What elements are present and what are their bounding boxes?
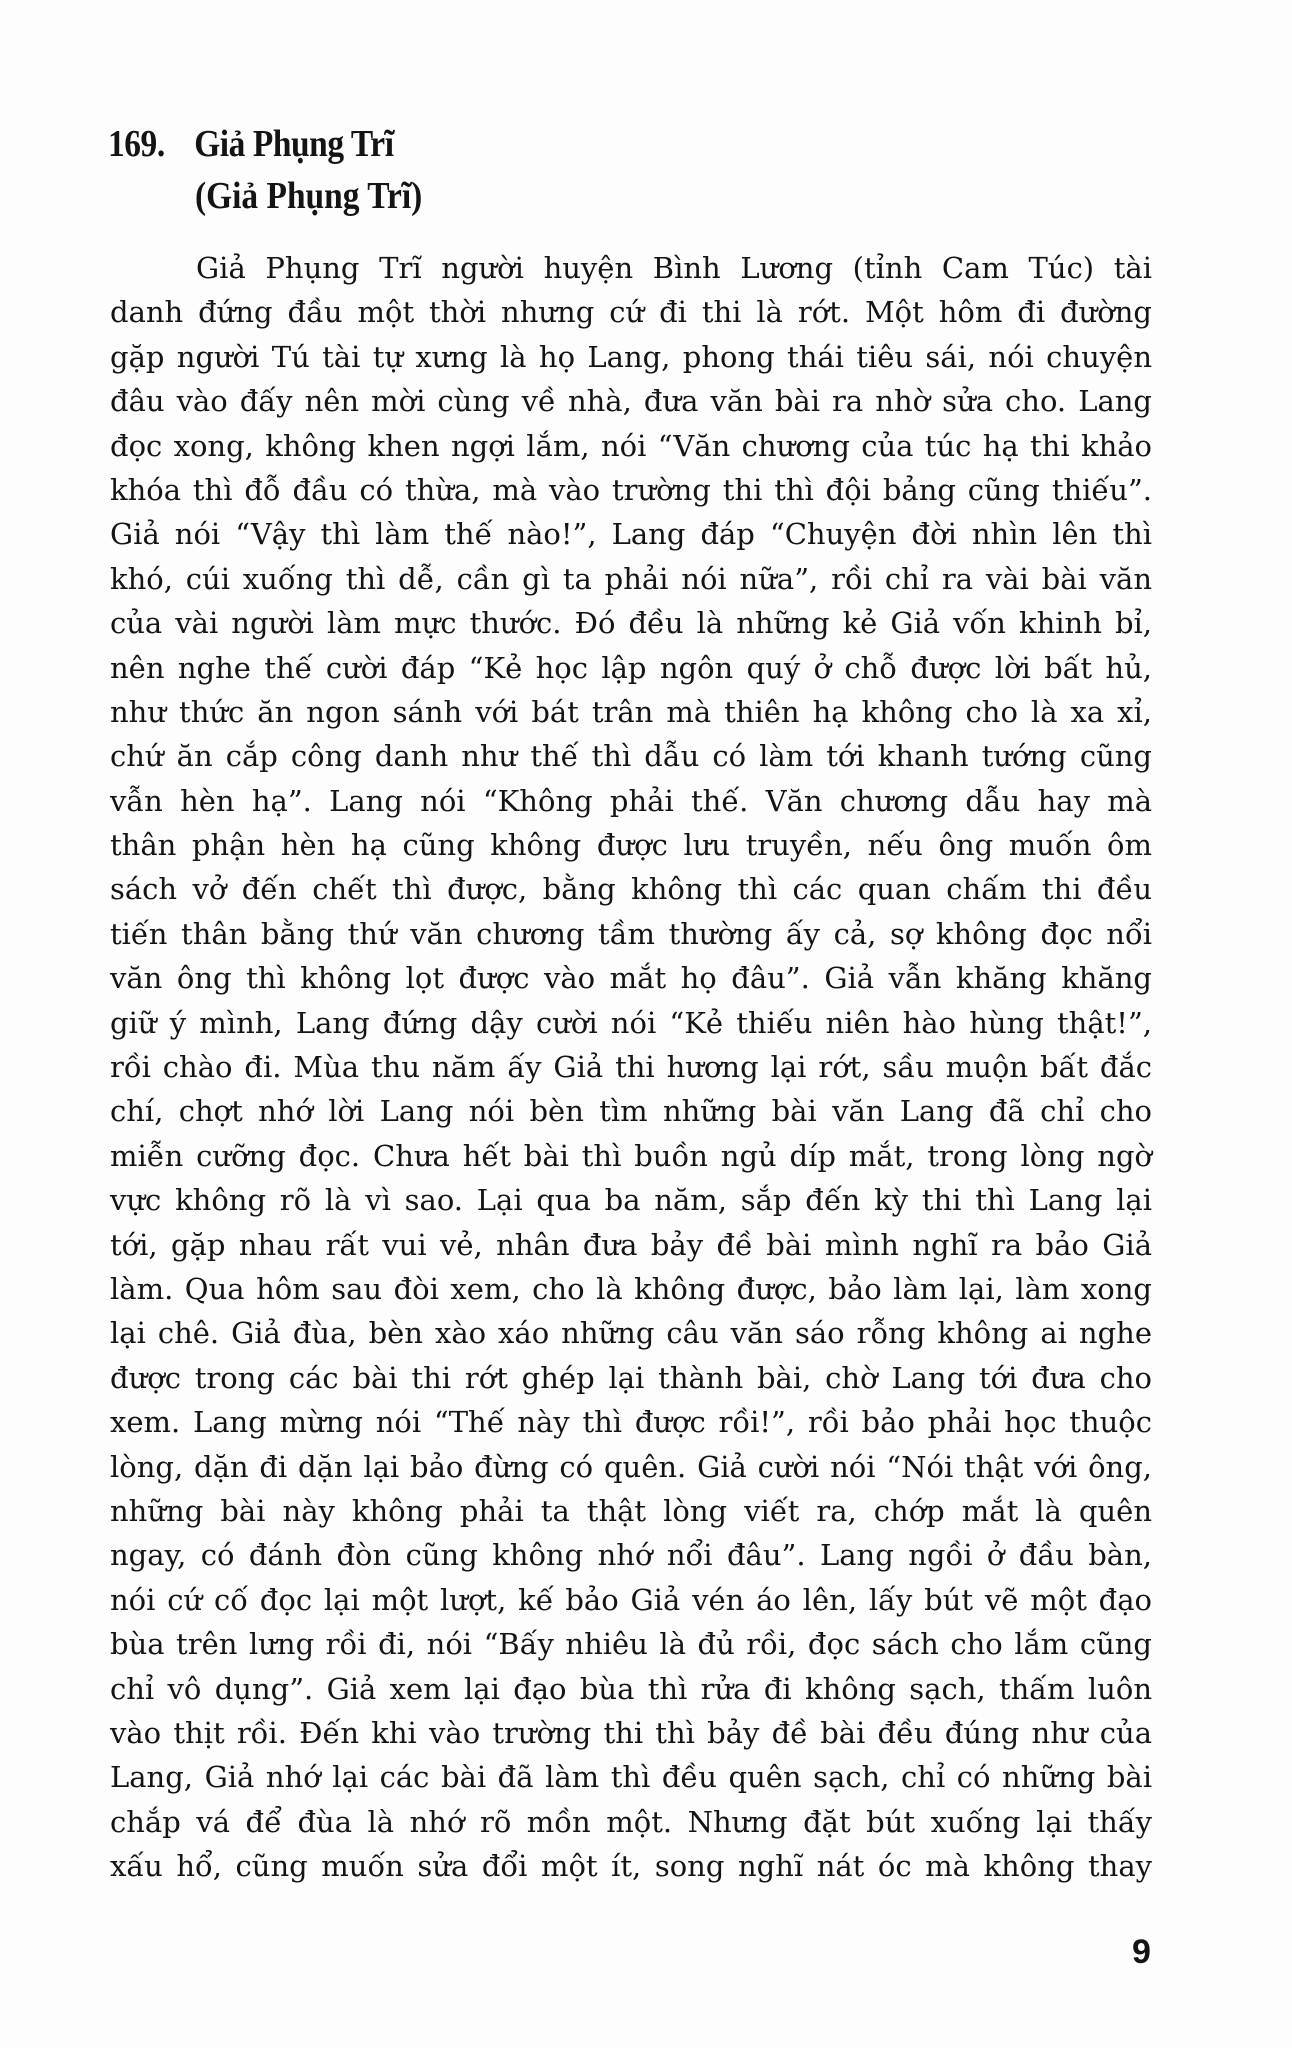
text-line-content: tới, gặp nhau rất vui vẻ, nhân đưa bảy đề bài mình nghĩ ra bảo Giả [110, 1227, 1152, 1262]
text-line-content: được trong các bài thi rớt ghép lại thành bài, chờ Lang tới đưa cho [110, 1360, 1152, 1395]
text-line-content: ngay, có đánh đòn cũng không nhớ nổi đâu”. Lang ngồi ở đầu bàn, [110, 1538, 1152, 1573]
text-line [110, 468, 1152, 512]
text-line-content: rồi chào đi. Mùa thu năm ấy Giả thi hương lại rớt, sầu muộn bất đắc [110, 1050, 1152, 1085]
text-line [110, 424, 1152, 468]
text-line [110, 867, 1152, 911]
text-line [110, 1489, 1152, 1533]
text-line-content: sách vở đến chết thì được, bằng không thì các quan chấm thi đều [110, 872, 1152, 907]
text-line [110, 1311, 1152, 1355]
text-line-content: giữ ý mình, Lang đứng dậy cười nói “Kẻ thiếu niên hào hùng thật!”, [110, 1005, 1152, 1040]
text-line-content: chứ ăn cắp công danh như thế thì dẫu có làm tới khanh tướng cũng [110, 739, 1152, 774]
text-line [110, 1667, 1152, 1711]
text-line [110, 1178, 1152, 1222]
text-line-content: khóa thì đỗ đầu có thừa, mà vào trường thi thì đội bảng cũng thiếu”. [110, 472, 1152, 507]
text-line-content: vào thịt rồi. Đến khi vào trường thi thì bảy đề bài đều đúng như của [110, 1715, 1152, 1750]
text-line [110, 512, 1152, 556]
text-line [110, 1134, 1152, 1178]
text-line-content: vực không rõ là vì sao. Lại qua ba năm, sắp đến kỳ thi thì Lang lại [110, 1183, 1152, 1218]
text-line [110, 1755, 1152, 1799]
text-line [110, 1622, 1152, 1666]
text-line-content: lại chê. Giả đùa, bèn xào xáo những câu văn sáo rỗng không ai nghe [110, 1316, 1152, 1351]
text-line-content: lòng, dặn đi dặn lại bảo đừng có quên. Giả cười nói “Nói thật với ông, [110, 1449, 1152, 1484]
text-line [110, 1711, 1152, 1755]
text-line-content: như thức ăn ngon sánh với bát trân mà thiên hạ không cho là xa xỉ, [110, 694, 1152, 729]
text-line [110, 1267, 1152, 1311]
text-line-content: nên nghe thế cười đáp “Kẻ học lập ngôn quý ở chỗ được lời bất hủ, [110, 650, 1152, 685]
text-line-content: đọc xong, không khen ngợi lắm, nói “Văn chương của túc hạ thi khảo [110, 428, 1152, 463]
text-line [110, 335, 1152, 379]
text-line-content: Lang, Giả nhớ lại các bài đã làm thì đều quên sạch, chỉ có những bài [110, 1760, 1152, 1795]
text-line [110, 1533, 1152, 1577]
text-line-content: gặp người Tú tài tự xưng là họ Lang, phong thái tiêu sái, nói chuyện [110, 339, 1152, 374]
chapter-number: 169. [108, 123, 165, 165]
text-line [110, 734, 1152, 778]
text-line [110, 823, 1152, 867]
text-line [110, 557, 1152, 601]
text-line [110, 1844, 1152, 1888]
text-line [110, 379, 1152, 423]
chapter-heading [108, 120, 394, 168]
text-line [110, 601, 1152, 645]
text-line [110, 1356, 1152, 1400]
text-line-content: khó, cúi xuống thì dễ, cần gì ta phải nói nữa”, rồi chỉ ra vài bài văn [110, 561, 1152, 596]
text-line-content: bùa trên lưng rồi đi, nói “Bấy nhiêu là đủ rồi, đọc sách cho lắm cũng [110, 1627, 1152, 1662]
text-line-content: đâu vào đấy nên mời cùng về nhà, đưa văn bài ra nhờ sửa cho. Lang [110, 384, 1152, 419]
text-line [110, 690, 1152, 734]
text-line-content: làm. Qua hôm sau đòi xem, cho là không được, bảo làm lại, làm xong [110, 1271, 1152, 1306]
text-line-content: Giả Phụng Trĩ người huyện Bình Lương (tỉnh Cam Túc) tài [196, 251, 1152, 285]
text-line [110, 1445, 1152, 1489]
page-number: 9 [1132, 1933, 1151, 1971]
text-line [110, 1800, 1152, 1844]
text-line [110, 912, 1152, 956]
text-line [110, 1223, 1152, 1267]
text-line-content: miễn cưỡng đọc. Chưa hết bài thì buồn ngủ díp mắt, trong lòng ngờ [110, 1138, 1152, 1173]
chapter-subtitle: (Giả Phụng Trĩ) [195, 175, 423, 217]
text-line [110, 956, 1152, 1000]
text-line-content: xem. Lang mừng nói “Thế này thì được rồi!”, rồi bảo phải học thuộc [110, 1405, 1152, 1440]
text-line-content: tiến thân bằng thứ văn chương tầm thường ấy cả, sợ không đọc nổi [110, 916, 1152, 951]
text-line [110, 246, 1152, 290]
text-line-content: thân phận hèn hạ cũng không được lưu truyền, nếu ông muốn ôm [110, 828, 1152, 863]
text-line [110, 1089, 1152, 1133]
text-line-content: chỉ vô dụng”. Giả xem lại đạo bùa thì rửa đi không sạch, thấm luôn [110, 1671, 1152, 1706]
text-line-content: nói cứ cố đọc lại một lượt, kế bảo Giả vén áo lên, lấy bút vẽ một đạo [110, 1582, 1152, 1617]
text-line [110, 646, 1152, 690]
text-line [110, 779, 1152, 823]
text-line-content: xấu hổ, cũng muốn sửa đổi một ít, song nghĩ nát óc mà không thay [110, 1849, 1152, 1884]
text-line [110, 290, 1152, 334]
text-line-content: danh đứng đầu một thời nhưng cứ đi thi là rớt. Một hôm đi đường [110, 295, 1152, 330]
text-line [110, 1045, 1152, 1089]
chapter-title: Giả Phụng Trĩ [194, 123, 394, 165]
text-line [110, 1578, 1152, 1622]
text-line-content: chí, chợt nhớ lời Lang nói bèn tìm những bài văn Lang đã chỉ cho [110, 1094, 1152, 1129]
text-line [110, 1001, 1152, 1045]
text-line-content: vẫn hèn hạ”. Lang nói “Không phải thế. Văn chương dẫu hay mà [110, 783, 1152, 818]
body-text [110, 246, 1152, 1888]
text-line-content: văn ông thì không lọt được vào mắt họ đâu”. Giả vẫn khăng khăng [110, 961, 1152, 996]
text-line [110, 1400, 1152, 1444]
text-line-content: Giả nói “Vậy thì làm thế nào!”, Lang đáp “Chuyện đời nhìn lên thì [110, 517, 1152, 552]
text-line-content: chắp vá để đùa là nhớ rõ mồn một. Nhưng đặt bút xuống lại thấy [110, 1804, 1152, 1839]
text-line-content: những bài này không phải ta thật lòng viết ra, chớp mắt là quên [110, 1493, 1152, 1528]
text-line-content: của vài người làm mực thước. Đó đều là những kẻ Giả vốn khinh bỉ, [110, 606, 1152, 641]
